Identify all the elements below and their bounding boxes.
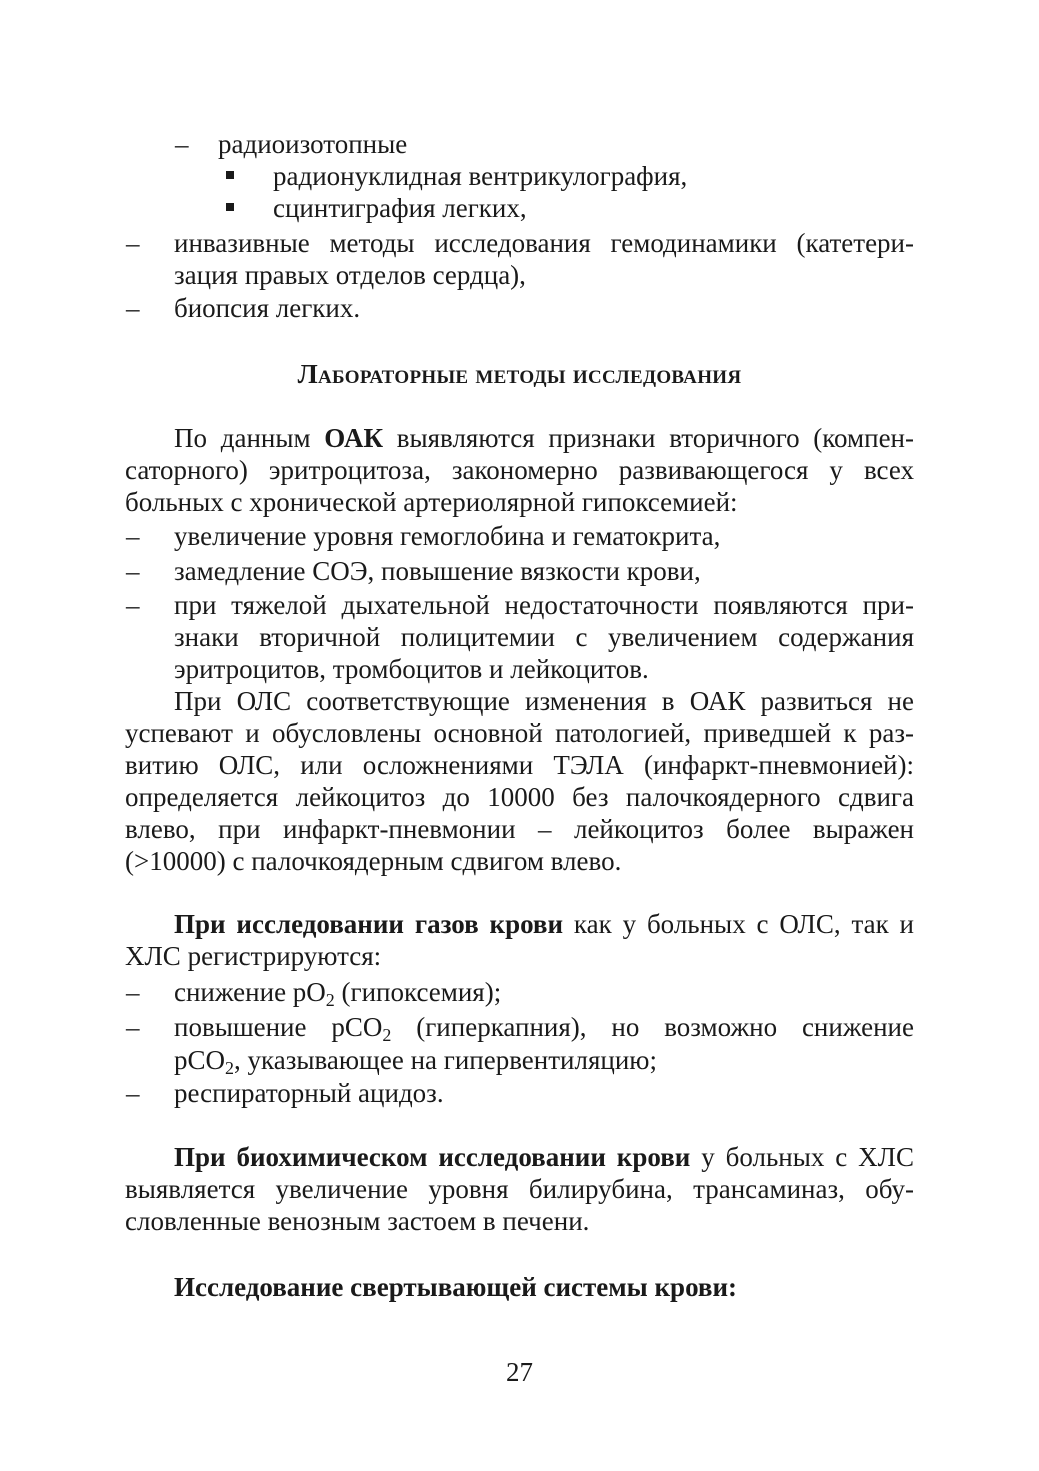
list-item-polycythemia-line2: знаки вторичной полицитемии с увеличением содержания <box>174 622 914 652</box>
list-item-esr: замедление СОЭ, повышение вязкости крови, <box>174 556 701 586</box>
sublist-item-ventriculography: радионуклидная вентрикулография, <box>273 161 688 191</box>
paragraph-biochem-line1 <box>174 1141 914 1173</box>
list-dash: – <box>126 293 140 323</box>
paragraph-gases-line1 <box>174 908 914 940</box>
paragraph-oak-line1 <box>174 422 914 454</box>
paragraph-oak-line2: саторного) эритроцитоза, закономерно развивающегося у всех <box>125 455 914 485</box>
list-dash: – <box>126 556 140 586</box>
paragraph-ols-line3: витию ОЛС, или осложнениями ТЭЛА (инфаркт-пневмонией): <box>125 750 914 780</box>
list-item-radioisotope: радиоизотопные <box>218 129 408 159</box>
text-run: повышение pCO <box>174 1012 383 1042</box>
list-dash: – <box>126 977 140 1007</box>
list-item-hemoglobin: увеличение уровня гемоглобина и гематокрита, <box>174 521 721 551</box>
list-item-pco2-line1 <box>174 1011 914 1043</box>
list-item-pco2-line2 <box>174 1044 657 1076</box>
text-run: (гипоксемия); <box>334 977 502 1007</box>
list-dash: – <box>126 1012 140 1042</box>
list-dash: – <box>175 129 189 159</box>
subscript: 2 <box>382 1025 392 1045</box>
paragraph-ols-line6: (>10000) с палочкоядерным сдвигом влево. <box>125 846 622 876</box>
list-dash: – <box>126 228 140 258</box>
paragraph-biochem-line3: словленные венозным застоем в печени. <box>125 1206 590 1236</box>
paragraph-ols-line4: определяется лейкоцитоз до 10000 без палочкоядерного сдвига <box>125 782 914 812</box>
bold-term-biochem: При биохимическом исследовании крови <box>174 1142 691 1172</box>
text-run: По данным <box>174 423 325 453</box>
list-dash: – <box>126 521 140 551</box>
bold-term-oak: ОАК <box>324 423 384 453</box>
text-run: как у больных с ОЛС, так и <box>563 909 914 939</box>
paragraph-gases-line2: ХЛС регистрируются: <box>125 941 382 971</box>
subscript: 2 <box>325 990 335 1010</box>
page-number: 27 <box>506 1357 533 1387</box>
bold-term-blood-gases: При исследовании газов крови <box>174 909 564 939</box>
text-run: снижение pO <box>174 977 326 1007</box>
list-item-po2 <box>174 976 501 1008</box>
text-run: (гиперкапния), но возможно снижение <box>391 1012 914 1042</box>
text-run: , указывающее на гипервентиляцию; <box>234 1045 657 1075</box>
square-bullet-icon <box>226 203 234 211</box>
list-item-invasive-line2: зация правых отделов сердца), <box>174 260 526 290</box>
list-dash: – <box>126 590 140 620</box>
paragraph-ols-line1: При ОЛС соответствующие изменения в ОАК развиться не <box>174 686 914 716</box>
text-run: pCO <box>174 1045 226 1075</box>
list-item-polycythemia-line1: при тяжелой дыхательной недостаточности появляются при- <box>174 590 914 620</box>
paragraph-ols-line5: влево, при инфаркт-пневмонии – лейкоцитоз более выражен <box>125 814 914 844</box>
list-item-polycythemia-line3: эритроцитов, тромбоцитов и лейкоцитов. <box>174 654 649 684</box>
sublist-item-scintigraphy: сцинтиграфия легких, <box>273 193 527 223</box>
list-item-acidosis: респираторный ацидоз. <box>174 1078 444 1108</box>
square-bullet-icon <box>226 171 234 179</box>
text-run: выявляются признаки вторичного (компен- <box>383 423 914 453</box>
paragraph-ols-line2: успевают и обусловлены основной патологией, приведшей к раз- <box>125 718 914 748</box>
subscript: 2 <box>225 1058 235 1078</box>
list-dash: – <box>126 1078 140 1108</box>
section-heading-lab-methods: Лабораторные методы исследования <box>297 359 742 389</box>
paragraph-biochem-line2: выявляется увеличение уровня билирубина, трансаминаз, обу- <box>125 1174 914 1204</box>
paragraph-oak-line3: больных с хронической артериолярной гипоксемией: <box>125 487 738 517</box>
list-item-biopsy: биопсия легких. <box>174 293 361 323</box>
text-run: у больных с ХЛС <box>690 1142 915 1172</box>
coagulation-heading: Исследование свертывающей системы крови: <box>174 1272 738 1302</box>
list-item-invasive-line1: инвазивные методы исследования гемодинамики (катетери- <box>174 228 914 258</box>
